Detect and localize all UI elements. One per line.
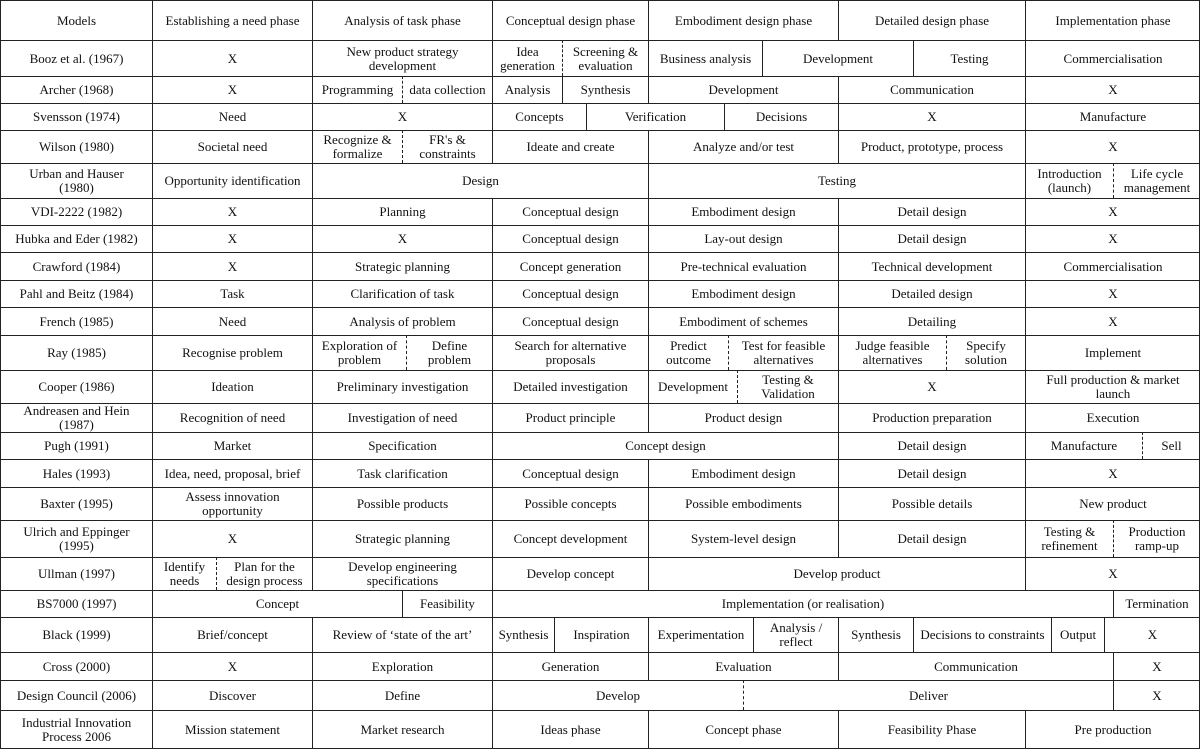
- phase-cell: X: [1025, 307, 1200, 335]
- phase-cell: Business analysis: [648, 40, 762, 76]
- phase-cell: X: [1113, 680, 1200, 710]
- phase-cell: Programming: [312, 76, 402, 103]
- phase-cell: Concept design: [492, 432, 838, 459]
- phase-cell: Analyze and/or test: [648, 130, 838, 163]
- phase-cell: Conceptual design: [492, 459, 648, 487]
- phase-cell: X: [1104, 617, 1200, 652]
- phase-cell: Develop: [492, 680, 743, 710]
- model-name-cell: Archer (1968): [0, 76, 152, 103]
- phase-cell: X: [152, 40, 312, 76]
- model-name-cell: Wilson (1980): [0, 130, 152, 163]
- phase-cell: Detailed investigation: [492, 370, 648, 403]
- phase-cell: Test for feasible alternatives: [728, 335, 838, 370]
- phase-cell: Commercialisation: [1025, 40, 1200, 76]
- phase-cell: Need: [152, 307, 312, 335]
- phase-cell: Possible concepts: [492, 487, 648, 520]
- phase-cell: Concept generation: [492, 252, 648, 280]
- phase-cell: Commercialisation: [1025, 252, 1200, 280]
- phase-cell: Lay-out design: [648, 225, 838, 252]
- model-name-cell: Cooper (1986): [0, 370, 152, 403]
- phase-cell: Conceptual design: [492, 225, 648, 252]
- model-name-cell: Black (1999): [0, 617, 152, 652]
- phase-cell: Search for alternative proposals: [492, 335, 648, 370]
- phase-cell: Communication: [838, 652, 1113, 680]
- phase-cell: Detail design: [838, 520, 1025, 557]
- phase-cell: X: [838, 370, 1025, 403]
- phase-cell: Detail design: [838, 459, 1025, 487]
- phase-cell: X: [838, 103, 1025, 130]
- column-header: Implementation phase: [1025, 0, 1200, 40]
- phase-cell: New product: [1025, 487, 1200, 520]
- phase-cell: X: [152, 198, 312, 225]
- phase-cell: Investigation of need: [312, 403, 492, 432]
- phase-cell: Specification: [312, 432, 492, 459]
- phase-cell: Develop product: [648, 557, 1025, 590]
- phase-cell: Testing & Validation: [737, 370, 838, 403]
- phase-cell: Product principle: [492, 403, 648, 432]
- phase-cell: Specify solution: [946, 335, 1025, 370]
- column-header: Embodiment design phase: [648, 0, 838, 40]
- phase-cell: Planning: [312, 198, 492, 225]
- phase-cell: Introduction (launch): [1025, 163, 1113, 198]
- phase-cell: Recognise problem: [152, 335, 312, 370]
- phase-cell: X: [152, 225, 312, 252]
- phase-cell: Product design: [648, 403, 838, 432]
- phase-cell: Conceptual design: [492, 307, 648, 335]
- phase-cell: Brief/concept: [152, 617, 312, 652]
- phase-cell: Recognition of need: [152, 403, 312, 432]
- model-name-cell: Design Council (2006): [0, 680, 152, 710]
- phase-cell: Detail design: [838, 225, 1025, 252]
- model-name-cell: Industrial Innovation Process 2006: [0, 710, 152, 749]
- phase-cell: Assess innovation opportunity: [152, 487, 312, 520]
- phase-cell: Strategic planning: [312, 520, 492, 557]
- phase-cell: Concept phase: [648, 710, 838, 749]
- model-name-cell: Baxter (1995): [0, 487, 152, 520]
- phase-cell: Life cycle management: [1113, 163, 1200, 198]
- model-name-cell: Cross (2000): [0, 652, 152, 680]
- column-header: Conceptual design phase: [492, 0, 648, 40]
- phase-cell: Identify needs: [152, 557, 216, 590]
- phase-cell: Termination: [1113, 590, 1200, 617]
- phase-cell: Plan for the design process: [216, 557, 312, 590]
- phase-cell: X: [1025, 557, 1200, 590]
- column-header: Models: [0, 0, 152, 40]
- phase-cell: Evaluation: [648, 652, 838, 680]
- phase-cell: X: [152, 652, 312, 680]
- phase-cell: Need: [152, 103, 312, 130]
- phase-cell: Possible products: [312, 487, 492, 520]
- phase-cell: Detailed design: [838, 280, 1025, 307]
- model-name-cell: VDI-2222 (1982): [0, 198, 152, 225]
- phase-cell: Develop engineering specifications: [312, 557, 492, 590]
- phase-cell: X: [1025, 280, 1200, 307]
- model-name-cell: Svensson (1974): [0, 103, 152, 130]
- model-name-cell: Hales (1993): [0, 459, 152, 487]
- phase-cell: Define problem: [406, 335, 492, 370]
- phase-cell: Experimentation: [648, 617, 753, 652]
- phase-cell: Concept: [152, 590, 402, 617]
- phase-cell: Task clarification: [312, 459, 492, 487]
- phase-cell: Technical development: [838, 252, 1025, 280]
- phase-cell: Idea generation: [492, 40, 562, 76]
- phase-cell: Recognize & formalize: [312, 130, 402, 163]
- phase-cell: Production ramp-up: [1113, 520, 1200, 557]
- phase-cell: Conceptual design: [492, 280, 648, 307]
- phase-cell: Communication: [838, 76, 1025, 103]
- phase-cell: Synthesis: [838, 617, 913, 652]
- phase-cell: Design: [312, 163, 648, 198]
- phase-cell: Manufacture: [1025, 103, 1200, 130]
- phase-cell: Clarification of task: [312, 280, 492, 307]
- phase-cell: X: [1025, 130, 1200, 163]
- phase-cell: Task: [152, 280, 312, 307]
- phase-cell: Discover: [152, 680, 312, 710]
- phase-cell: Screening & evaluation: [562, 40, 648, 76]
- phase-cell: Ideate and create: [492, 130, 648, 163]
- phase-cell: Analysis / reflect: [753, 617, 838, 652]
- phase-cell: Exploration of problem: [312, 335, 406, 370]
- model-name-cell: BS7000 (1997): [0, 590, 152, 617]
- phase-cell: Decisions: [724, 103, 838, 130]
- phase-cell: Implement: [1025, 335, 1200, 370]
- phase-cell: Development: [762, 40, 913, 76]
- model-name-cell: Pahl and Beitz (1984): [0, 280, 152, 307]
- phase-cell: Mission statement: [152, 710, 312, 749]
- phase-cell: X: [1025, 76, 1200, 103]
- phase-cell: Feasibility: [402, 590, 492, 617]
- phase-cell: Manufacture: [1025, 432, 1142, 459]
- phase-cell: Sell: [1142, 432, 1200, 459]
- phase-cell: System-level design: [648, 520, 838, 557]
- phase-cell: X: [1025, 459, 1200, 487]
- model-name-cell: Ulrich and Eppinger (1995): [0, 520, 152, 557]
- phase-cell: Synthesis: [562, 76, 648, 103]
- column-header: Establishing a need phase: [152, 0, 312, 40]
- phase-cell: Feasibility Phase: [838, 710, 1025, 749]
- phase-cell: Predict outcome: [648, 335, 728, 370]
- phase-cell: data collection: [402, 76, 492, 103]
- phase-cell: Market research: [312, 710, 492, 749]
- phase-cell: Analysis: [492, 76, 562, 103]
- phase-cell: Analysis of problem: [312, 307, 492, 335]
- model-name-cell: Ray (1985): [0, 335, 152, 370]
- phase-cell: Detailing: [838, 307, 1025, 335]
- phase-cell: Strategic planning: [312, 252, 492, 280]
- phase-cell: Concepts: [492, 103, 586, 130]
- phase-cell: Societal need: [152, 130, 312, 163]
- phase-cell: Detail design: [838, 432, 1025, 459]
- phase-cell: Testing & refinement: [1025, 520, 1113, 557]
- phase-cell: Pre production: [1025, 710, 1200, 749]
- phase-cell: Execution: [1025, 403, 1200, 432]
- phase-cell: X: [152, 76, 312, 103]
- model-name-cell: Booz et al. (1967): [0, 40, 152, 76]
- phase-cell: Development: [648, 370, 737, 403]
- phase-cell: Embodiment design: [648, 198, 838, 225]
- phase-cell: Embodiment design: [648, 459, 838, 487]
- phase-cell: Testing: [913, 40, 1025, 76]
- model-name-cell: Andreasen and Hein (1987): [0, 403, 152, 432]
- phase-cell: Decisions to constraints: [913, 617, 1051, 652]
- model-name-cell: Ullman (1997): [0, 557, 152, 590]
- phase-cell: Preliminary investigation: [312, 370, 492, 403]
- column-header: Analysis of task phase: [312, 0, 492, 40]
- phase-cell: Conceptual design: [492, 198, 648, 225]
- phase-cell: Deliver: [743, 680, 1113, 710]
- phase-cell: X: [1113, 652, 1200, 680]
- phase-cell: Concept development: [492, 520, 648, 557]
- phase-cell: Ideation: [152, 370, 312, 403]
- phase-cell: Inspiration: [554, 617, 648, 652]
- phase-cell: X: [152, 252, 312, 280]
- model-name-cell: Hubka and Eder (1982): [0, 225, 152, 252]
- model-name-cell: Urban and Hauser (1980): [0, 163, 152, 198]
- phase-cell: Output: [1051, 617, 1104, 652]
- phase-cell: X: [1025, 225, 1200, 252]
- phase-cell: Exploration: [312, 652, 492, 680]
- phase-cell: Synthesis: [492, 617, 554, 652]
- phase-cell: Testing: [648, 163, 1025, 198]
- phase-cell: Embodiment design: [648, 280, 838, 307]
- phase-cell: Implementation (or realisation): [492, 590, 1113, 617]
- phase-cell: Opportunity identification: [152, 163, 312, 198]
- model-name-cell: Crawford (1984): [0, 252, 152, 280]
- model-name-cell: French (1985): [0, 307, 152, 335]
- phase-cell: Possible embodiments: [648, 487, 838, 520]
- phase-cell: Review of ‘state of the art’: [312, 617, 492, 652]
- phase-cell: Development: [648, 76, 838, 103]
- phase-cell: Judge feasible alternatives: [838, 335, 946, 370]
- phase-cell: Define: [312, 680, 492, 710]
- phase-cell: Embodiment of schemes: [648, 307, 838, 335]
- phase-cell: Idea, need, proposal, brief: [152, 459, 312, 487]
- phase-cell: New product strategy development: [312, 40, 492, 76]
- phase-cell: Detail design: [838, 198, 1025, 225]
- model-name-cell: Pugh (1991): [0, 432, 152, 459]
- phase-cell: Production preparation: [838, 403, 1025, 432]
- phase-cell: Market: [152, 432, 312, 459]
- column-header: Detailed design phase: [838, 0, 1025, 40]
- phase-cell: X: [152, 520, 312, 557]
- phase-cell: Product, prototype, process: [838, 130, 1025, 163]
- phase-cell: Ideas phase: [492, 710, 648, 749]
- phase-cell: Pre-technical evaluation: [648, 252, 838, 280]
- phase-cell: Generation: [492, 652, 648, 680]
- phase-cell: Full production & market launch: [1025, 370, 1200, 403]
- phase-cell: X: [1025, 198, 1200, 225]
- phase-cell: X: [312, 103, 492, 130]
- phase-cell: X: [312, 225, 492, 252]
- phase-cell: Develop concept: [492, 557, 648, 590]
- phase-cell: Verification: [586, 103, 724, 130]
- phase-cell: Possible details: [838, 487, 1025, 520]
- phase-cell: FR's & constraints: [402, 130, 492, 163]
